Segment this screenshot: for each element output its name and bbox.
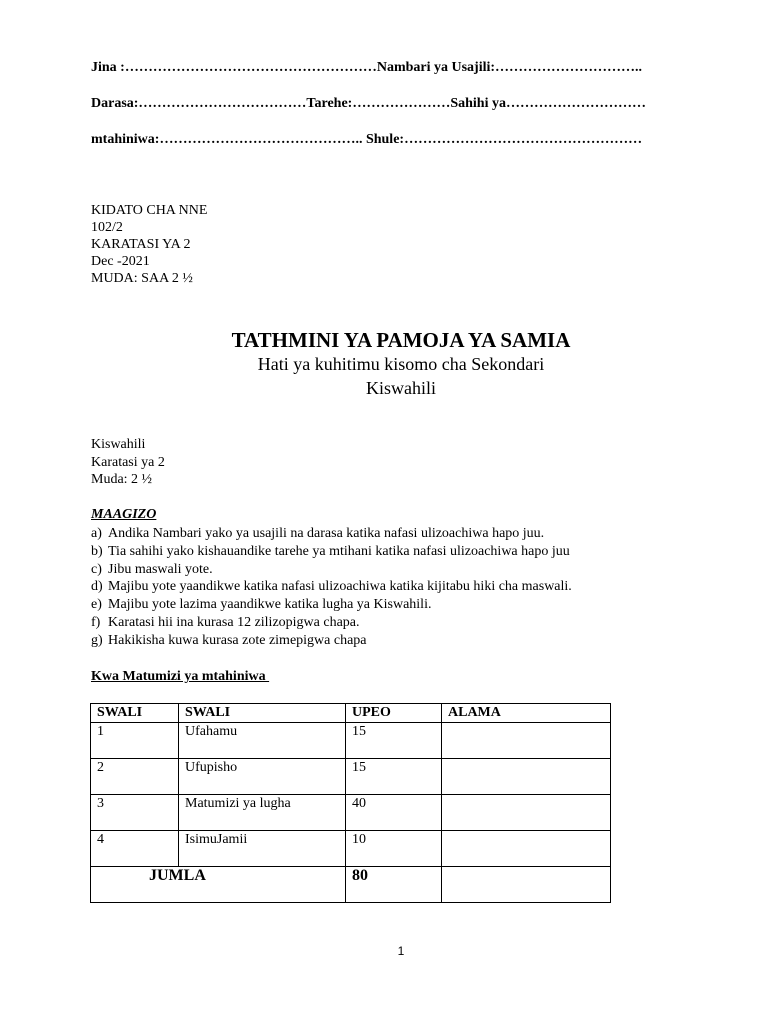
exam-subtitle: Hati ya kuhitimu kisomo cha Sekondari [257, 354, 545, 374]
instructions-list [91, 525, 572, 650]
table-cell: Matumizi ya lugha [179, 795, 346, 831]
score-cell[interactable] [442, 723, 611, 759]
subject-name: Kiswahili [91, 437, 146, 452]
meta-level: KIDATO CHA NNE [91, 203, 208, 218]
exam-title: TATHMINI YA PAMOJA YA SAMIA [231, 328, 571, 352]
table-cell: 40 [346, 795, 442, 831]
meta-code: 102/2 [91, 220, 123, 235]
table-row [91, 759, 611, 795]
meta-duration: MUDA: SAA 2 ½ [91, 271, 193, 286]
instruction-text: Karatasi hii ina kurasa 12 zilizopigwa chapa. [108, 614, 360, 630]
column-header: ALAMA [442, 704, 611, 723]
instruction-item [91, 614, 572, 632]
table-cell: 10 [346, 831, 442, 867]
examiner-section-heading: Kwa Matumizi ya mtahiniwa [91, 669, 270, 684]
score-cell[interactable] [442, 831, 611, 867]
instruction-text: Jibu maswali yote. [108, 561, 213, 577]
score-cell[interactable] [442, 795, 611, 831]
score-cell[interactable] [442, 759, 611, 795]
header-line-class-date: Darasa:………………………………Tarehe:…………………Sahihi ya………………………… [91, 96, 646, 111]
table-row [91, 723, 611, 759]
instruction-marker: f) [91, 614, 101, 630]
instruction-text: Hakikisha kuwa kurasa zote zimepigwa chapa [108, 632, 367, 648]
table-cell: Ufupisho [179, 759, 346, 795]
table-cell: 15 [346, 759, 442, 795]
column-header: UPEO [346, 704, 442, 723]
meta-paper: KARATASI YA 2 [91, 237, 191, 252]
instruction-item [91, 632, 572, 650]
column-header: SWALI [91, 704, 179, 723]
exam-meta [91, 202, 207, 287]
total-score-cell[interactable] [442, 867, 611, 903]
instruction-item [91, 525, 572, 543]
instruction-marker: g) [91, 632, 103, 648]
table-cell: 4 [91, 831, 179, 867]
table-row [91, 831, 611, 867]
subject-duration: Muda: 2 ½ [91, 472, 153, 487]
exam-subject-title: Kiswahili [366, 378, 436, 398]
table-cell: 15 [346, 723, 442, 759]
instruction-text: Majibu yote lazima yaandikwe katika lugha ya Kiswahili. [108, 597, 432, 613]
table-cell: 1 [91, 723, 179, 759]
instructions-heading: MAAGIZO [91, 507, 157, 522]
marks-table [90, 703, 611, 903]
table-cell: IsimuJamii [179, 831, 346, 867]
header-line-name-reg: Jina :………………………………………………Nambari ya Usajili:………………………….. [91, 60, 643, 75]
subject-block [91, 436, 165, 489]
table-header-row [91, 704, 611, 723]
instruction-marker: c) [91, 561, 102, 577]
instruction-marker: b) [91, 543, 103, 559]
instruction-text: Tia sahihi yako kishauandike tarehe ya mtihani katika nafasi ulizoachiwa hapo juu [108, 543, 570, 559]
table-cell: 2 [91, 759, 179, 795]
table-row [91, 795, 611, 831]
table-total-row [91, 867, 611, 903]
instruction-marker: e) [91, 597, 102, 613]
header-line-candidate-school: mtahiniwa:…………………………………….. Shule:…………………………………………… [91, 132, 643, 147]
table-cell: Ufahamu [179, 723, 346, 759]
instruction-text: Andika Nambari yako ya usajili na darasa katika nafasi ulizoachiwa hapo juu. [108, 526, 545, 541]
total-label: JUMLA [91, 867, 346, 903]
instruction-text: Majibu yote yaandikwe katika nafasi ulizoachiwa katika kijitabu hiki cha maswali. [108, 579, 572, 595]
instruction-item [91, 596, 572, 614]
instruction-marker: a) [91, 526, 102, 541]
meta-date: Dec -2021 [91, 254, 150, 269]
table-cell: 3 [91, 795, 179, 831]
instruction-item [91, 578, 572, 596]
column-header: SWALI [179, 704, 346, 723]
instruction-marker: d) [91, 579, 103, 595]
page-number: 1 [397, 944, 405, 958]
instruction-item [91, 561, 572, 579]
instruction-item [91, 543, 572, 561]
subject-paper: Karatasi ya 2 [91, 454, 165, 470]
total-value: 80 [346, 867, 442, 903]
